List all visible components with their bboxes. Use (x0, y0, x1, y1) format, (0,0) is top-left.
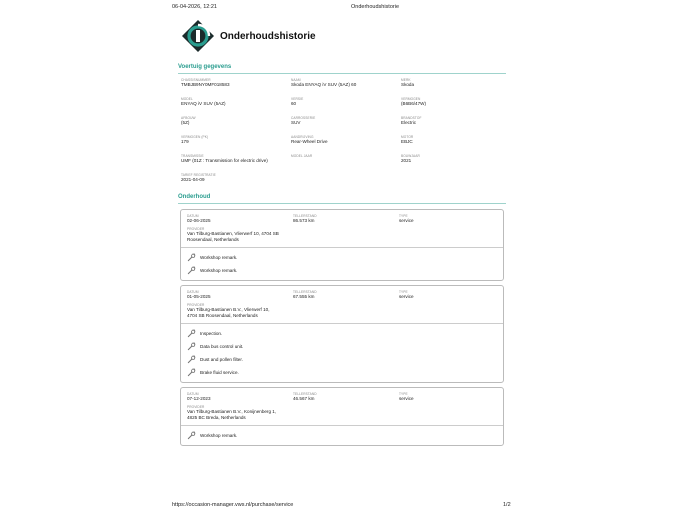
date-value: 02-06-2025 (187, 218, 211, 223)
maintenance-record-card (180, 209, 504, 281)
field-value: 2021-04-09 (181, 177, 205, 182)
record-type (399, 392, 499, 402)
field-versie (291, 97, 401, 116)
field-naam (291, 78, 401, 97)
record-date (187, 214, 293, 224)
field-label: TARIEF REGISTRATIE (181, 173, 216, 177)
field-value: 60 (291, 101, 297, 106)
field-afbouw (181, 116, 291, 135)
field-motor (401, 135, 501, 154)
odometer-label: TELLERSTAND (293, 392, 317, 396)
odometer-value: 67.555 km (293, 294, 315, 299)
field-value: Skoda ENYAQ iV SUV (5AZ) 60 (291, 82, 357, 87)
record-type (399, 290, 499, 300)
service-item-label: Brake fluid service. (200, 370, 239, 375)
wrench-icon (187, 253, 196, 262)
service-item-label: Workshop remark. (200, 433, 238, 438)
service-item (187, 327, 497, 340)
type-value: service (399, 294, 414, 299)
provider-line: Van Tilburg-Bastianen, Vlierwerf 10, 4704 SB (187, 231, 279, 236)
date-label: DATUM (187, 290, 199, 294)
vehicle-fields (178, 78, 506, 192)
type-label: TYPE (399, 214, 408, 218)
wrench-icon (187, 368, 196, 377)
field-label: CHASSISNUMMER (181, 78, 211, 82)
service-item (187, 340, 497, 353)
record-provider (187, 227, 291, 243)
record-provider (187, 303, 291, 319)
record-odometer (293, 392, 399, 402)
field-vermogen (401, 97, 501, 116)
field-label: TRANSMISSIE (181, 154, 204, 158)
date-value: 01-05-2025 (187, 294, 211, 299)
field-value: 2021 (401, 158, 412, 163)
odometer-label: TELLERSTAND (293, 214, 317, 218)
field-value: SUV (291, 120, 301, 125)
record-odometer (293, 214, 399, 224)
service-item-label: Workshop remark. (200, 268, 238, 273)
service-item-label: Dust and pollen filter. (200, 357, 243, 362)
field-label: AANDRIJVING (291, 135, 314, 139)
field-label: VERMOGEN (PK) (181, 135, 209, 139)
print-page-number: 1/2 (503, 502, 511, 508)
service-item (187, 366, 497, 379)
field-value: EBJC (401, 139, 413, 144)
maintenance-section-title: Onderhoud (178, 194, 506, 204)
record-provider (187, 405, 291, 421)
field-label: VERMOGEN (401, 97, 421, 101)
wrench-icon (187, 266, 196, 275)
wrench-icon (187, 329, 196, 338)
record-date (187, 290, 293, 300)
type-label: TYPE (399, 290, 408, 294)
field-vermogen-pk (181, 135, 291, 154)
service-item-label: Data bus control unit. (200, 344, 244, 349)
field-label: BRANDSTOF (401, 116, 422, 120)
maintenance-record-card (180, 387, 504, 446)
field-chassisnummer (181, 78, 291, 97)
field-transmissie (181, 154, 291, 173)
field-tarief-registratie (181, 173, 291, 192)
card-divider (181, 323, 503, 324)
service-item (187, 353, 497, 366)
print-datetime: 06-04-2026, 12:21 (172, 4, 217, 10)
field-value: 179 (181, 139, 189, 144)
wrench-icon (187, 355, 196, 364)
record-type (399, 214, 499, 224)
field-label: MODEL JAAR (291, 154, 313, 158)
provider-line: Van Tilburg-Bastianen B.V., Konijnenberg 1, (187, 409, 277, 414)
brand-logo-icon (181, 19, 215, 53)
type-value: service (399, 218, 414, 223)
field-brandstof (401, 116, 501, 135)
type-value: service (399, 396, 414, 401)
provider-line: 4825 BC Breda, Netherlands (187, 415, 246, 420)
field-value: (5Z) (181, 120, 190, 125)
field-label: MOTOR (401, 135, 414, 139)
provider-label: PROVIDER (187, 227, 205, 231)
field-label: NAAM (291, 78, 301, 82)
card-divider (181, 247, 503, 248)
provider-label: PROVIDER (187, 405, 205, 409)
field-bouwjaar (401, 154, 501, 173)
page-title: Onderhoudshistorie (220, 31, 316, 42)
field-label: MERK (401, 78, 411, 82)
provider-line: 4704 SB Roosendaal, Netherlands (187, 313, 258, 318)
field-model-jaar (291, 154, 401, 173)
field-value: Rear-Wheel Drive (291, 139, 328, 144)
print-url: https://occasion-manager.vws.nl/purchase/service (172, 502, 294, 508)
wrench-icon (187, 431, 196, 440)
field-merk (401, 78, 501, 97)
service-item-label: Inspection. (200, 331, 223, 336)
field-value: (B6B6/47W) (401, 101, 427, 106)
field-label: BOUWJAAR (401, 154, 420, 158)
type-label: TYPE (399, 392, 408, 396)
odometer-value: 46.567 km (293, 396, 315, 401)
field-value: ENYAQ iV SUV (5AZ) (181, 101, 226, 106)
service-item (187, 429, 497, 442)
print-title: Onderhoudshistorie (351, 4, 400, 10)
provider-line: Roosendaal, Netherlands (187, 237, 239, 242)
field-value: UMF (01Z : Transmission for electric drive) (181, 158, 268, 163)
maintenance-record-card (180, 285, 504, 383)
field-carrosserie (291, 116, 401, 135)
field-value: Skoda (401, 82, 415, 87)
card-divider (181, 425, 503, 426)
date-label: DATUM (187, 214, 199, 218)
record-odometer (293, 290, 399, 300)
wrench-icon (187, 342, 196, 351)
service-item (187, 251, 497, 264)
field-model (181, 97, 291, 116)
service-item-label: Workshop remark. (200, 255, 238, 260)
vehicle-section-title: Voertuig gegevens (178, 64, 506, 74)
field-value: TMBJB9NY0MF018583 (181, 82, 230, 87)
odometer-label: TELLERSTAND (293, 290, 317, 294)
date-value: 07-12-2023 (187, 396, 211, 401)
field-label: CARROSSERIE (291, 116, 316, 120)
field-aandrijving (291, 135, 401, 154)
field-label: VERSIE (291, 97, 304, 101)
maintenance-records (178, 209, 506, 446)
provider-label: PROVIDER (187, 303, 205, 307)
field-label: AFBOUW (181, 116, 196, 120)
date-label: DATUM (187, 392, 199, 396)
service-item (187, 264, 497, 277)
document-page (178, 18, 506, 450)
brand-header (178, 18, 506, 56)
provider-line: Van Tilburg-Bastianen B.V., Vlierwerf 10, (187, 307, 270, 312)
field-label: MODEL (181, 97, 193, 101)
record-date (187, 392, 293, 402)
field-value: Electric (401, 120, 417, 125)
odometer-value: 86.573 km (293, 218, 315, 223)
